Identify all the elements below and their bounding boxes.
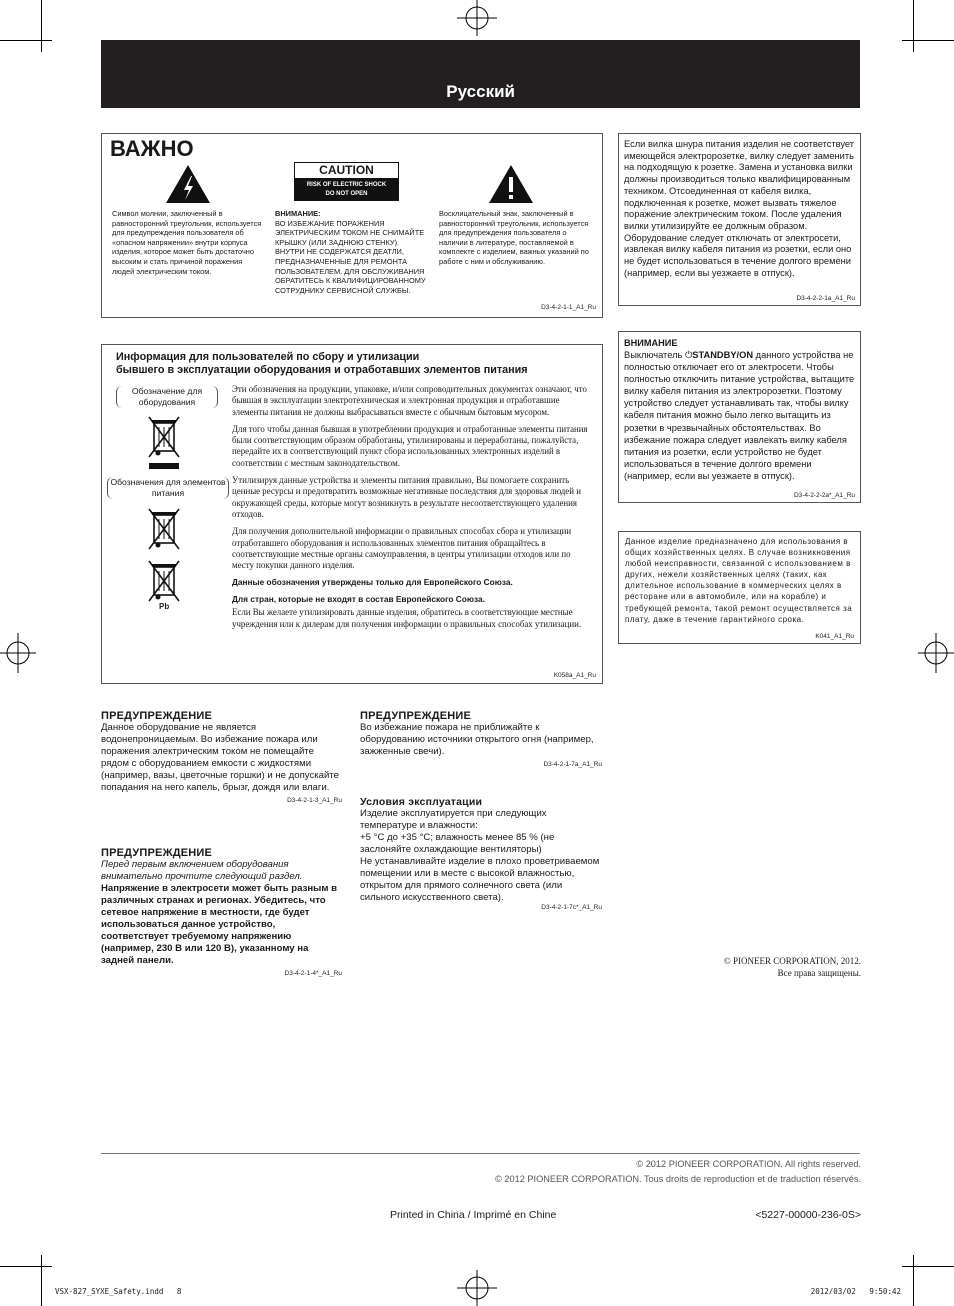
warning-title: ПРЕДУПРЕЖДЕНИЕ — [101, 847, 213, 859]
important-title: ВАЖНО — [110, 136, 194, 161]
doc-code: K058a_A1_Ru — [553, 672, 596, 679]
disposal-eu-note: Данные обозначения утверждены только для Европейского Союза. — [232, 577, 513, 588]
disposal-title-line1: Информация для пользователей по сбору и утилизации — [116, 351, 420, 363]
registration-mark — [0, 633, 36, 673]
crop-mark — [902, 1266, 954, 1267]
caution-title: CAUTION — [294, 162, 399, 179]
caution-warning-text: ВО ИЗБЕЖАНИЕ ПОРАЖЕНИЯ ЭЛЕКТРИЧЕСКИМ ТОКОМ НЕ СНИМАЙТЕ КРЫШКУ (ИЛИ ЗАДНЮЮ СТЕНКУ). ВНУТРИ НЕ СОДЕРЖАТСЯ ДЕАТЛИ, ПРЕДНАЗНАЧЕННЫЕ ДЛЯ РЕМОНТА ПОЛЬЗОВАТЕЛЕМ. ДЛЯ ОБСЛУЖИВАНИЯ ОБРАТИТЕСЬ К КВАЛИФИЦИРОВАННОМУ СОТРУДНИКУ СЕРВИСНОЙ СЛУЖБЫ. — [275, 218, 426, 295]
household-box — [618, 531, 861, 644]
file-name: VSX-827_SYXE_Safety.indd 8 — [55, 1287, 182, 1296]
footer-copyright-en: © 2012 PIONEER CORPORATION. All rights reserved. — [636, 1159, 861, 1169]
copyright-ru — [724, 955, 861, 979]
registration-mark — [457, 0, 497, 36]
crop-mark — [41, 1255, 42, 1306]
crop-mark — [913, 0, 914, 52]
standby-key-label: STANDBY/ON — [692, 350, 754, 360]
registration-mark — [457, 1270, 497, 1306]
doc-code: D3-4-2-2-2a*_A1_Ru — [793, 492, 855, 499]
pb-label: Pb — [159, 602, 170, 611]
doc-code: D3-4-2-1-7a_A1_Ru — [543, 761, 602, 768]
lightning-warning-icon — [165, 164, 211, 204]
footer-divider — [101, 1153, 860, 1154]
doc-code: D3-4-2-1-4*_A1_Ru — [284, 970, 342, 977]
standby-text: данного устройства не полностью отключает его от электросети. Чтобы полностью отключить питание устройства, вытащите вилку кабеля питания из электророзетки. Поэтому устройство следует устанавливать так, чтобы вилку кабеля питания можно было легко вытащить из розетки в чрезвычайных обстоятельствах. Во избежание пожара следует извлекать вилку кабеля питания из розетки, если устройство не будет использоваться в течение долгого времени (например, если вы уезжаете в отпуск). — [624, 350, 855, 481]
batteries-label: Обозначения для элементов питания — [107, 477, 229, 499]
exclamation-warning-icon — [488, 164, 534, 204]
warning-bold-text: Напряжение в электросети может быть разным в различных странах и регионах. Убедитесь, что сетевое напряжение в местности, где будет использоваться данное устройство, соответствует требуемому напряжению (например, 230 В или 120 В), указанному на задней панели. — [101, 883, 337, 966]
conditions-title: Условия эксплуатации — [360, 796, 483, 808]
caution-risk-text: RISK OF ELECTRIC SHOCK — [306, 182, 387, 188]
copyright-ru-line1: © PIONEER CORPORATION, 2012. — [723, 956, 861, 966]
crop-mark — [41, 0, 42, 52]
language-title: Русский — [446, 82, 515, 101]
warning-title: ПРЕДУПРЕЖДЕНИЕ — [360, 710, 472, 722]
crop-mark — [902, 40, 954, 41]
doc-code: D3-4-2-1-3_A1_Ru — [287, 797, 342, 804]
warning-title: ПРЕДУПРЕЖДЕНИЕ — [101, 710, 213, 722]
operating-conditions — [360, 796, 602, 911]
power-icon: ⏻ — [684, 350, 693, 360]
disposal-paragraph: Если Вы желаете утилизировать данные изделия, обратитесь в соответствующие местные учреждения или к дилерам для получения информации о правильных способах утилизации. — [232, 607, 582, 629]
crossed-bin-icon — [146, 415, 182, 471]
warning-text: Во избежание пожара не приближайте к оборудованию источники открытого огня (например, зажженные свечи). — [360, 722, 594, 757]
plug-box — [618, 133, 861, 306]
doc-code: K041_A1_Ru — [815, 633, 854, 640]
standby-box — [618, 331, 861, 503]
part-number: <5227-00000-236-0S> — [755, 1209, 861, 1221]
household-text: Данное изделие предназначено для использования в общих хозяйственных целях. В случае возникновения любой неисправности, связанной с использованием в других, нежели хозяйственных целях (таких, как длительное использование в коммерческих целях в ресторане или в автомобиле, или на корабле) и требующей ремонта, такой ремонт осуществляется за плату, даже в течение гарантийного срока. — [625, 537, 853, 624]
caution-label — [294, 162, 399, 201]
lightning-description: Символ молнии, заключенный в равносторонний треугольник, используется для предупреждения пользователя об «опасном напряжении» внутри корпуса изделия, которое может быть достаточно высоким и стать причиной поражения людей электрическим током. — [112, 209, 262, 276]
disposal-paragraph: Для получения дополнительной информации о правильных способах сбора и утилизации отработавшего оборудования и использованных элементов питания обращайтесь в соответствующие местные органы самоуправления, в центры утилизации отходов или по месту покупки данного изделия. — [232, 526, 572, 571]
printed-in: Printed in China / Imprimé en Chine — [390, 1209, 557, 1221]
disposal-paragraph: Для того чтобы данная бывшая в употреблении продукция и отработанные элементы питания были соответствующим образом обработаны, утилизированы и переработаны, пожалуйста, передайте их в соответствующий пункт сбора использованных электронных изделий в соответствии с местным законодательством. — [232, 423, 588, 468]
conditions-text: Изделие эксплуатируется при следующих температуре и влажности: +5 °C до +35 °C; влажность менее 85 % (не заслоняйте охлаждающие вентиляторы) Не устанавливайте изделие в плохо проветриваемом помещении или в месте с высокой влажностью, открытом для прямого солнечного света (или сильного искусственного света). — [360, 808, 600, 903]
caution-open-text: DO NOT OPEN — [325, 191, 368, 197]
timestamp: 2012/03/02 9:50:42 — [810, 1287, 901, 1296]
disposal-title-line2: бывшего в эксплуатации оборудования и отработавших элементов питания — [116, 364, 528, 376]
standby-pre: Выключатель — [624, 350, 685, 360]
disposal-paragraph: Утилизируя данные устройства и элементы питания правильно, Вы помогаете сохранить ценные ресурсы и предотвратить возможные негативные последствия для здоровья людей и окружающей среды, которые могут возникнуть в результате несоответствующего удаления отходов. — [232, 475, 581, 519]
doc-code: D3-4-2-1-7c*_A1_Ru — [541, 904, 602, 911]
warning-water — [101, 710, 342, 804]
battery-bin-pb-icon — [146, 559, 182, 605]
disposal-box — [101, 344, 603, 684]
disposal-paragraph: Эти обозначения на продукции, упаковке, и/или сопроводительных документах означают, что бывшая в эксплуатации электротехническая и электронная продукция и отработавшие элементы питания не должны выбрасываться вместе с обычным бытовым мусором. — [232, 384, 587, 417]
registration-mark — [918, 633, 954, 673]
exclamation-description: Восклицательный знак, заключенный в равносторонний треугольник, используется для предупреждения пользователя о наличии в литературе, поставляемой в комплекте с изделием, важных указаний по работе с ним и обслуживанию. — [439, 209, 589, 266]
crop-mark — [0, 1266, 52, 1267]
language-header — [101, 40, 860, 108]
warning-text: Данное оборудование не является водонепроницаемым. Во избежание пожара или поражения электрическим током не помещайте рядом с оборудованием емкости с жидкостями (например, вазы, цветочные горшки) и не допускайте попадания на него капель, брызг, дождя или влаги. — [101, 722, 339, 793]
crop-mark — [0, 40, 52, 41]
caution-warning — [275, 209, 427, 295]
battery-bin-icon — [146, 507, 182, 553]
disposal-title — [116, 351, 528, 377]
copyright-ru-line2: Все права защищены. — [777, 968, 861, 978]
doc-code: D3-4-2-2-1a_A1_Ru — [796, 295, 855, 302]
caution-warning-head: ВНИМАНИЕ: — [275, 209, 321, 218]
warning-voltage — [101, 847, 342, 977]
crop-mark — [913, 1255, 914, 1306]
warning-fire — [360, 710, 602, 768]
equipment-label: Обозначение для оборудования — [116, 386, 218, 408]
disposal-non-eu-note: Для стран, которые не входят в состав Европейского Союза. — [232, 594, 485, 605]
standby-head: ВНИМАНИЕ — [624, 338, 678, 348]
important-box — [101, 133, 603, 318]
disposal-body — [232, 384, 592, 630]
warning-italic: Перед первым включением оборудования внимательно прочтите следующий раздел. — [101, 859, 303, 882]
plug-text: Если вилка шнура питания изделия не соответствует имеющейся электророзетке, вилку следует заменить на подходящую к розетке. Замена и установка вилки должны производиться только квалифицированным техником. Отсоединенная от кабеля вилка, подключенная к розетке, может вызвать тяжелое поражение электрическим током. После удаления вилки утилизируйте ее должным образом. Оборудование следует отключать от электросети, извлекая вилку кабеля питания из розетки, если оно не будет использоваться в течение долгого времени (например, если вы уезжаете в отпуск). — [624, 139, 855, 278]
doc-code: D3-4-2-1-1_A1_Ru — [541, 304, 596, 311]
footer-copyright-fr: © 2012 PIONEER CORPORATION. Tous droits de reproduction et de traduction réservés. — [495, 1174, 861, 1184]
